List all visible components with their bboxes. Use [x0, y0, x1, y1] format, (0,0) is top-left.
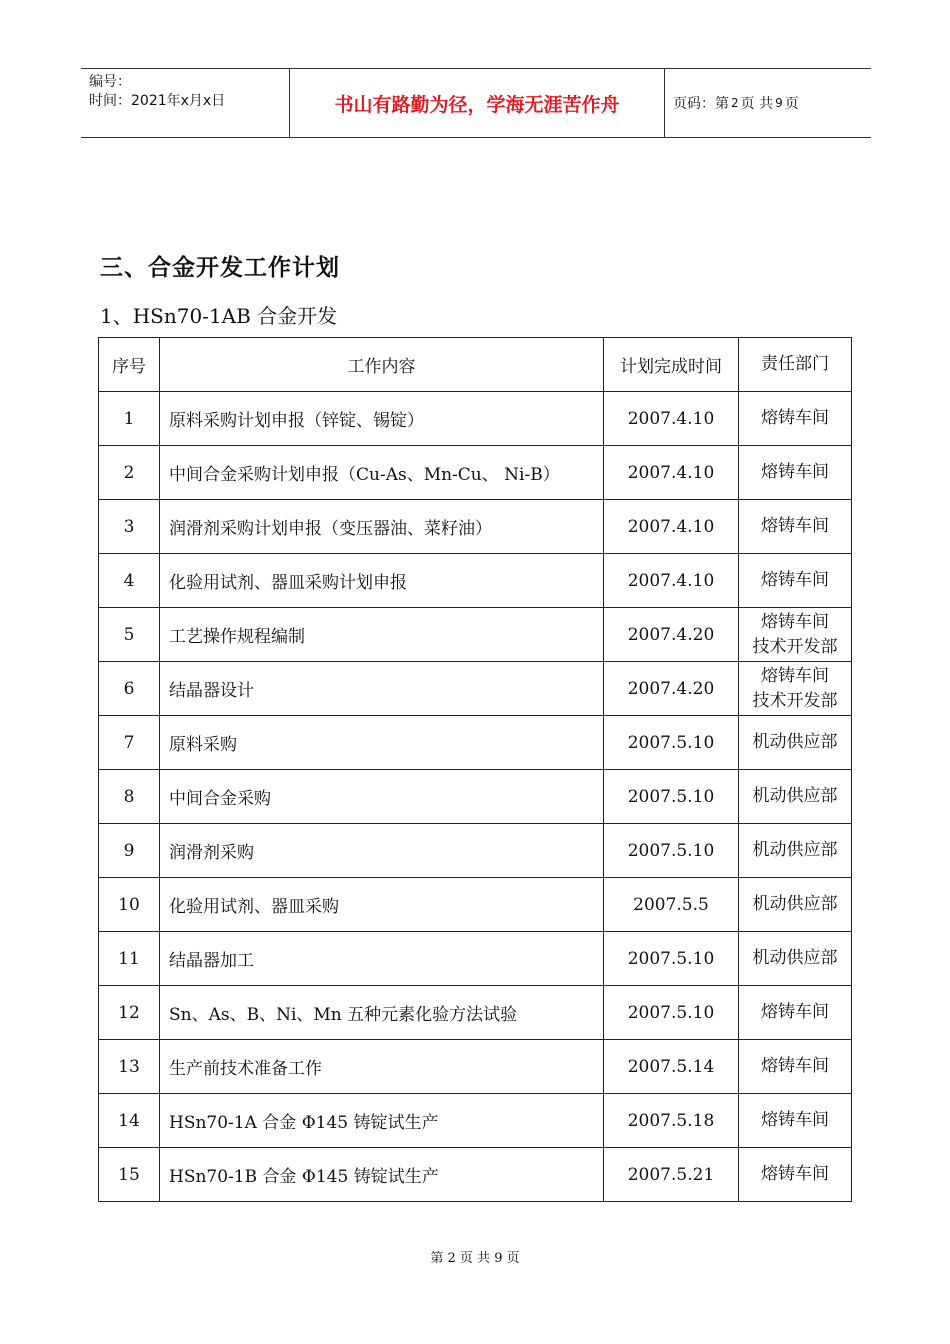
subsection-title: 1、HSn70-1AB 合金开发 [100, 304, 338, 328]
row-date: 2007.4.10 [604, 554, 739, 608]
row-dept [739, 770, 852, 824]
row-task: HSn70-1A 合金 Φ145 铸锭试生产 [160, 1094, 604, 1148]
table-body [99, 392, 852, 1202]
table-row [99, 716, 852, 770]
header-page-number [665, 69, 871, 137]
row-dept [739, 986, 852, 1040]
row-number: 2 [99, 446, 160, 500]
row-number: 15 [99, 1148, 160, 1202]
row-date: 2007.4.10 [604, 446, 739, 500]
dept-line: 熔铸车间 [761, 462, 829, 482]
row-number: 14 [99, 1094, 160, 1148]
row-number: 1 [99, 392, 160, 446]
row-task: 润滑剂采购 [160, 824, 604, 878]
row-date: 2007.5.10 [604, 986, 739, 1040]
row-date: 2007.5.14 [604, 1040, 739, 1094]
row-number: 6 [99, 662, 160, 716]
row-task: 生产前技术准备工作 [160, 1040, 604, 1094]
dept-line: 技术开发部 [752, 636, 838, 657]
row-dept [739, 716, 852, 770]
header-no: 序号 [99, 338, 160, 392]
table-row [99, 500, 852, 554]
row-task: 润滑剂采购计划申报（变压器油、菜籽油） [160, 500, 604, 554]
header-date: 计划完成时间 [604, 338, 739, 392]
header-task: 工作内容 [160, 338, 604, 392]
row-dept [739, 554, 852, 608]
row-date: 2007.4.20 [604, 662, 739, 716]
page-current: 2 [731, 96, 739, 110]
row-date: 2007.5.5 [604, 878, 739, 932]
row-date: 2007.5.21 [604, 1148, 739, 1202]
dept-line: 机动供应部 [752, 948, 838, 968]
row-dept [739, 1040, 852, 1094]
table-row [99, 1148, 852, 1202]
table-row [99, 554, 852, 608]
table-row [99, 1094, 852, 1148]
table-header-row [99, 338, 852, 392]
row-dept [739, 392, 852, 446]
row-number: 4 [99, 554, 160, 608]
dept-line: 熔铸车间 [761, 516, 829, 536]
row-date: 2007.5.10 [604, 824, 739, 878]
row-number: 11 [99, 932, 160, 986]
row-task: 化验用试剂、器皿采购 [160, 878, 604, 932]
dept-line: 熔铸车间 [761, 1110, 829, 1130]
page-suffix: 页 [784, 96, 799, 112]
header-motto: 书山有路勤为径，学海无涯苦作舟 [290, 69, 665, 137]
dept-line: 熔铸车间 [761, 570, 829, 590]
dept-line: 熔铸车间 [761, 408, 829, 428]
row-dept [739, 824, 852, 878]
row-task: HSn70-1B 合金 Φ145 铸锭试生产 [160, 1148, 604, 1202]
row-task: 原料采购 [160, 716, 604, 770]
row-date: 2007.5.10 [604, 716, 739, 770]
header-meta [81, 69, 290, 137]
row-task: 工艺操作规程编制 [160, 608, 604, 662]
table-row [99, 446, 852, 500]
row-number: 10 [99, 878, 160, 932]
row-dept [739, 662, 852, 716]
row-dept [739, 446, 852, 500]
dept-line: 机动供应部 [752, 894, 838, 914]
table-row [99, 824, 852, 878]
table-row [99, 932, 852, 986]
row-dept [739, 932, 852, 986]
dept-line: 机动供应部 [752, 732, 838, 752]
dept-line: 机动供应部 [752, 840, 838, 860]
row-task: 化验用试剂、器皿采购计划申报 [160, 554, 604, 608]
table-row [99, 770, 852, 824]
row-number: 13 [99, 1040, 160, 1094]
table-row [99, 608, 852, 662]
row-task: Sn、As、B、Ni、Mn 五种元素化验方法试验 [160, 986, 604, 1040]
row-task: 中间合金采购 [160, 770, 604, 824]
work-plan-table [98, 337, 852, 1202]
row-number: 5 [99, 608, 160, 662]
dept-line: 熔铸车间 [761, 665, 829, 686]
row-dept [739, 500, 852, 554]
table-row [99, 1040, 852, 1094]
row-date: 2007.4.10 [604, 392, 739, 446]
page-footer: 第 2 页 共 9 页 [430, 1251, 520, 1266]
row-number: 9 [99, 824, 160, 878]
dept-line: 熔铸车间 [761, 1056, 829, 1076]
row-date: 2007.4.20 [604, 608, 739, 662]
row-date: 2007.5.10 [604, 770, 739, 824]
row-date: 2007.5.18 [604, 1094, 739, 1148]
row-dept [739, 1148, 852, 1202]
table-row [99, 392, 852, 446]
dept-line: 技术开发部 [752, 690, 838, 711]
row-dept [739, 878, 852, 932]
header-dept: 责任部门 [739, 338, 852, 392]
row-task: 中间合金采购计划申报（Cu-As、Mn-Cu、 Ni-B） [160, 446, 604, 500]
row-dept [739, 608, 852, 662]
page-mid: 页 共 [740, 96, 774, 112]
dept-line: 机动供应部 [752, 786, 838, 806]
dept-line: 熔铸车间 [761, 1164, 829, 1184]
row-number: 7 [99, 716, 160, 770]
row-date: 2007.5.10 [604, 932, 739, 986]
row-task: 结晶器设计 [160, 662, 604, 716]
date-label: 时间：2021年x月x日 [89, 93, 226, 109]
row-date: 2007.4.10 [604, 500, 739, 554]
dept-line: 熔铸车间 [761, 611, 829, 632]
table-row [99, 986, 852, 1040]
code-label: 编号： [89, 74, 131, 90]
row-number: 3 [99, 500, 160, 554]
document-header [81, 68, 871, 138]
row-number: 12 [99, 986, 160, 1040]
table-row [99, 878, 852, 932]
row-task: 结晶器加工 [160, 932, 604, 986]
table-row [99, 662, 852, 716]
row-task: 原料采购计划申报（锌锭、锡锭） [160, 392, 604, 446]
page-total: 9 [775, 96, 783, 110]
dept-line: 熔铸车间 [761, 1002, 829, 1022]
section-title: 三、合金开发工作计划 [100, 255, 340, 281]
page-prefix: 页码：第 [673, 96, 729, 112]
row-number: 8 [99, 770, 160, 824]
row-dept [739, 1094, 852, 1148]
